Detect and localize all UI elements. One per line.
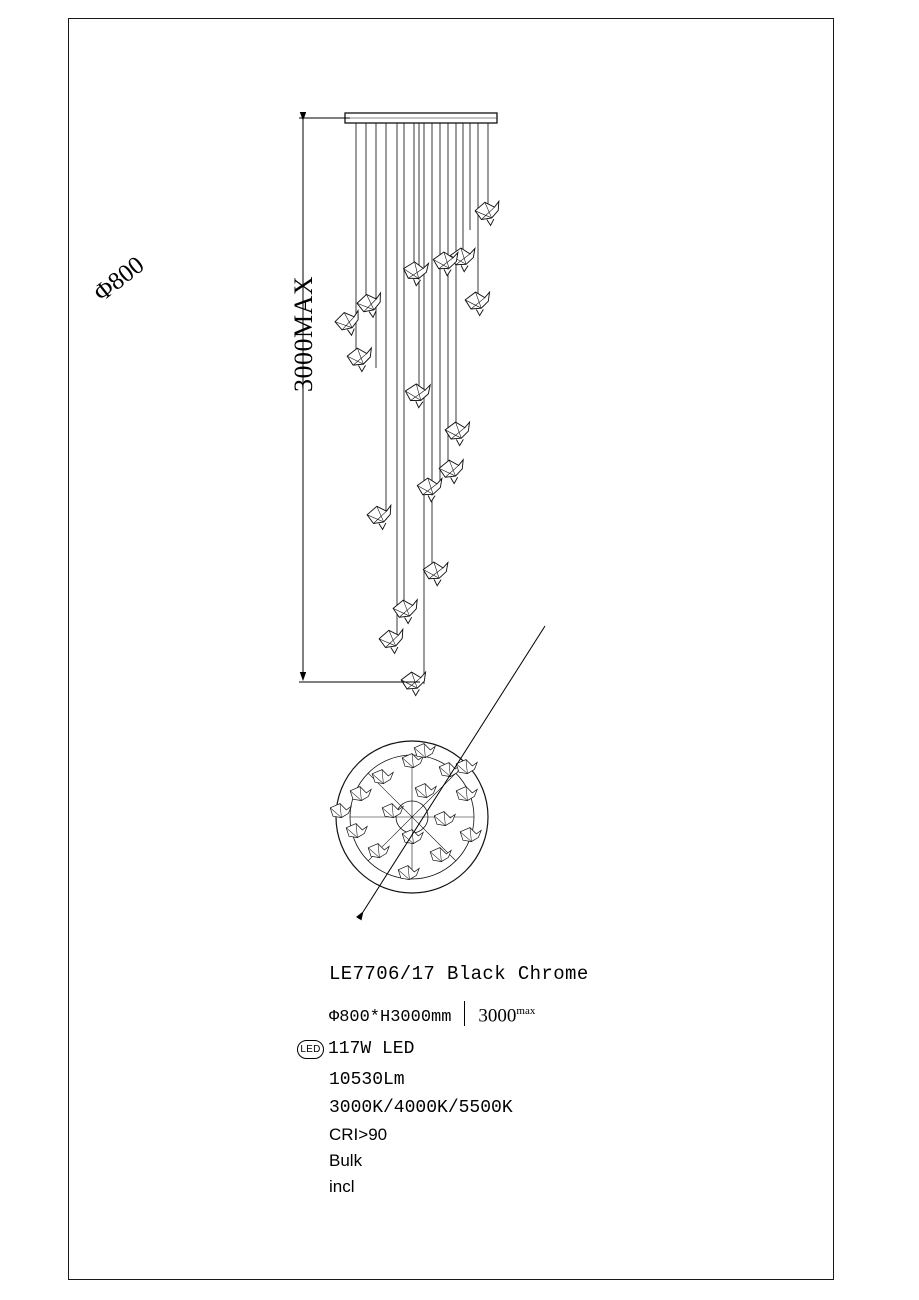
diameter-leader xyxy=(363,626,545,912)
specification-block xyxy=(300,963,789,1200)
divider xyxy=(464,1001,465,1026)
led-icon: LED xyxy=(297,1040,324,1059)
height-dimension xyxy=(299,118,420,682)
model-name: LE7706/17 Black Chrome xyxy=(329,963,589,985)
inclusion-value: incl xyxy=(329,1176,355,1196)
bird-pendant-group xyxy=(333,198,505,698)
elevation-view xyxy=(299,113,505,698)
ceiling-canopy-side xyxy=(345,113,497,123)
lumens-value: 10530Lm xyxy=(329,1070,405,1091)
power-value: 117W LED xyxy=(328,1039,415,1059)
cri-value: CRI>90 xyxy=(329,1125,388,1145)
max-drop-value: $3000^{max}$ xyxy=(478,1004,536,1026)
color-temperature-value: 3000K/4000K/5500K xyxy=(329,1097,513,1118)
diameter-label: Φ800 xyxy=(88,251,150,308)
height-dimension-label: 3000MAX xyxy=(289,275,318,392)
dimensions-row xyxy=(329,996,789,1027)
dimensions-value: Φ800*H3000mm xyxy=(329,1008,452,1027)
plan-view xyxy=(330,626,545,912)
bulb-type-value: Bulk xyxy=(329,1150,363,1170)
bird-plan-group xyxy=(330,744,481,880)
led-power-row xyxy=(297,1036,789,1063)
